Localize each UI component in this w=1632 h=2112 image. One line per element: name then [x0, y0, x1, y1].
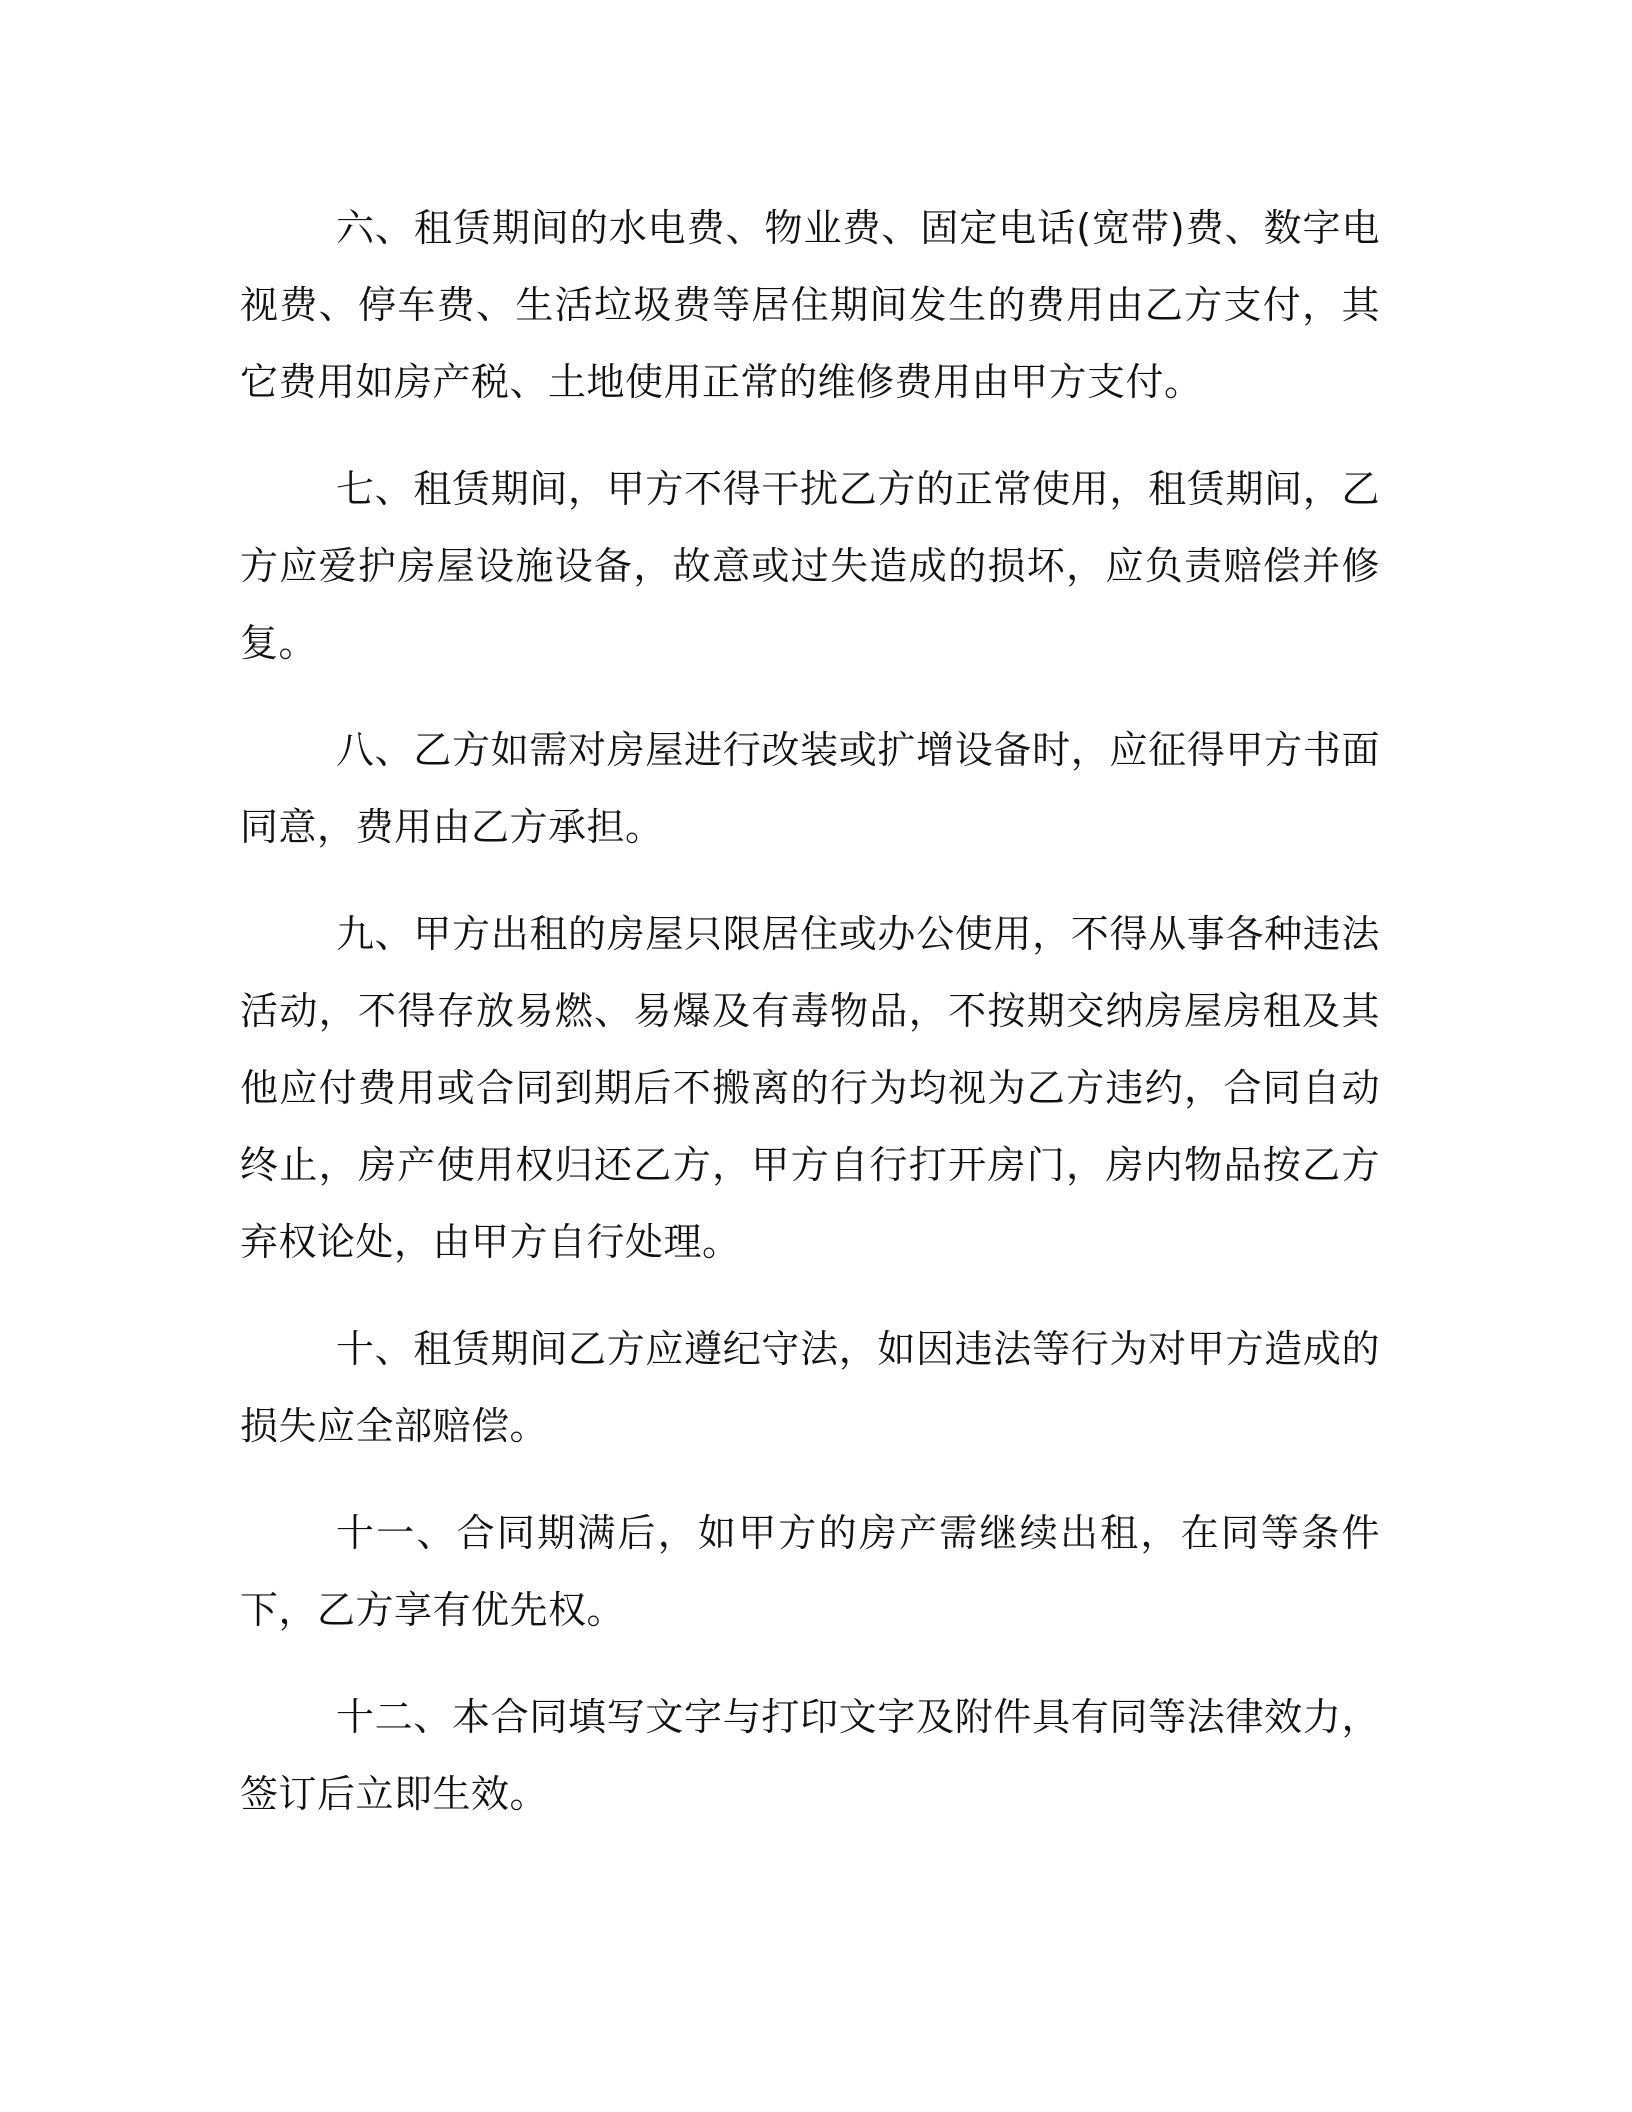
clause-8: 八、乙方如需对房屋进行改装或扩增设备时，应征得甲方书面同意，费用由乙方承担。 — [240, 728, 1380, 849]
clause-10: 十、租赁期间乙方应遵纪守法，如因违法等行为对甲方造成的损失应全部赔偿。 — [240, 1327, 1380, 1448]
clause-6: 六、租赁期间的水电费、物业费、固定电话(宽带)费、数字电视费、停车费、生活垃圾费等居住期间发生的费用由乙方支付，其它费用如房产税、土地使用正常的维修费用由甲方支付。 — [240, 206, 1380, 404]
clause-11: 十一、合同期满后，如甲方的房产需继续出租，在同等条件下，乙方享有优先权。 — [240, 1511, 1380, 1632]
contract-body — [240, 190, 1380, 1863]
clause-9: 九、甲方出租的房屋只限居住或办公使用，不得从事各种违法活动，不得存放易燃、易爆及有毒物品，不按期交纳房屋房租及其他应付费用或合同到期后不搬离的行为均视为乙方违约，合同自动终止，房产使用权归还乙方，甲方自行打开房门，房内物品按乙方弃权论处，由甲方自行处理。 — [240, 912, 1380, 1264]
clause-12: 十二、本合同填写文字与打印文字及附件具有同等法律效力，签订后立即生效。 — [240, 1695, 1380, 1816]
clause-7: 七、租赁期间，甲方不得干扰乙方的正常使用，租赁期间，乙方应爱护房屋设施设备，故意或过失造成的损坏，应负责赔偿并修复。 — [240, 467, 1380, 665]
